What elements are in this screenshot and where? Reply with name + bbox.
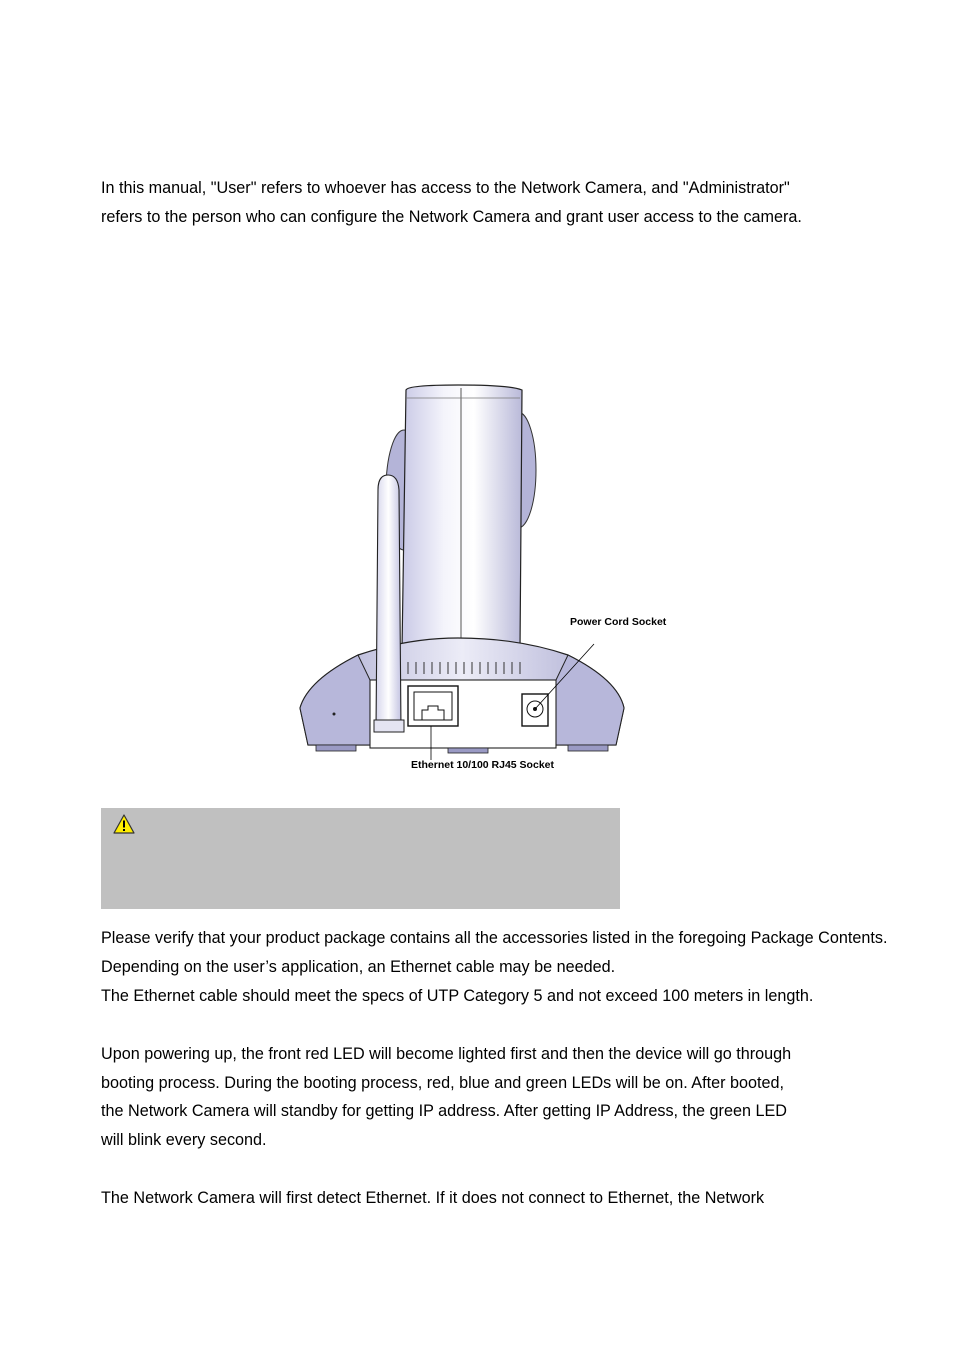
powerup-line-1: Upon powering up, the front red LED will become lighted first and then the device will go through bbox=[101, 1045, 792, 1063]
antenna bbox=[376, 475, 401, 730]
power-cord-socket-label: Power Cord Socket bbox=[570, 616, 667, 628]
warning-triangle-icon bbox=[113, 814, 135, 834]
powerup-line-3: the Network Camera will standby for getting IP address. After getting IP Address, the green LED bbox=[101, 1102, 787, 1120]
camera-head bbox=[402, 385, 522, 650]
camera-rear-illustration bbox=[298, 380, 678, 775]
package-line-2: Depending on the user’s application, an Ethernet cable may be needed. bbox=[101, 958, 616, 976]
intro-line-2: refers to the person who can configure the Network Camera and grant user access to the camera. bbox=[101, 208, 802, 226]
detect-line-1: The Network Camera will first detect Ethernet. If it does not connect to Ethernet, the Network bbox=[101, 1189, 765, 1207]
camera-rear-figure bbox=[298, 380, 678, 775]
package-line-3: The Ethernet cable should meet the specs of UTP Category 5 and not exceed 100 meters in length. bbox=[101, 987, 814, 1005]
powerup-line-4: will blink every second. bbox=[101, 1131, 267, 1149]
warning-note-box bbox=[101, 808, 620, 909]
rj45-socket bbox=[408, 686, 458, 726]
ethernet-socket-label: Ethernet 10/100 RJ45 Socket bbox=[411, 759, 554, 771]
intro-line-1: In this manual, "User" refers to whoever has access to the Network Camera, and "Administrator" bbox=[101, 179, 790, 197]
package-line-1: Please verify that your product package contains all the accessories listed in the foregoing Package Contents. bbox=[101, 929, 888, 947]
powerup-line-2: booting process. During the booting process, red, blue and green LEDs will be on. After booted, bbox=[101, 1074, 784, 1092]
